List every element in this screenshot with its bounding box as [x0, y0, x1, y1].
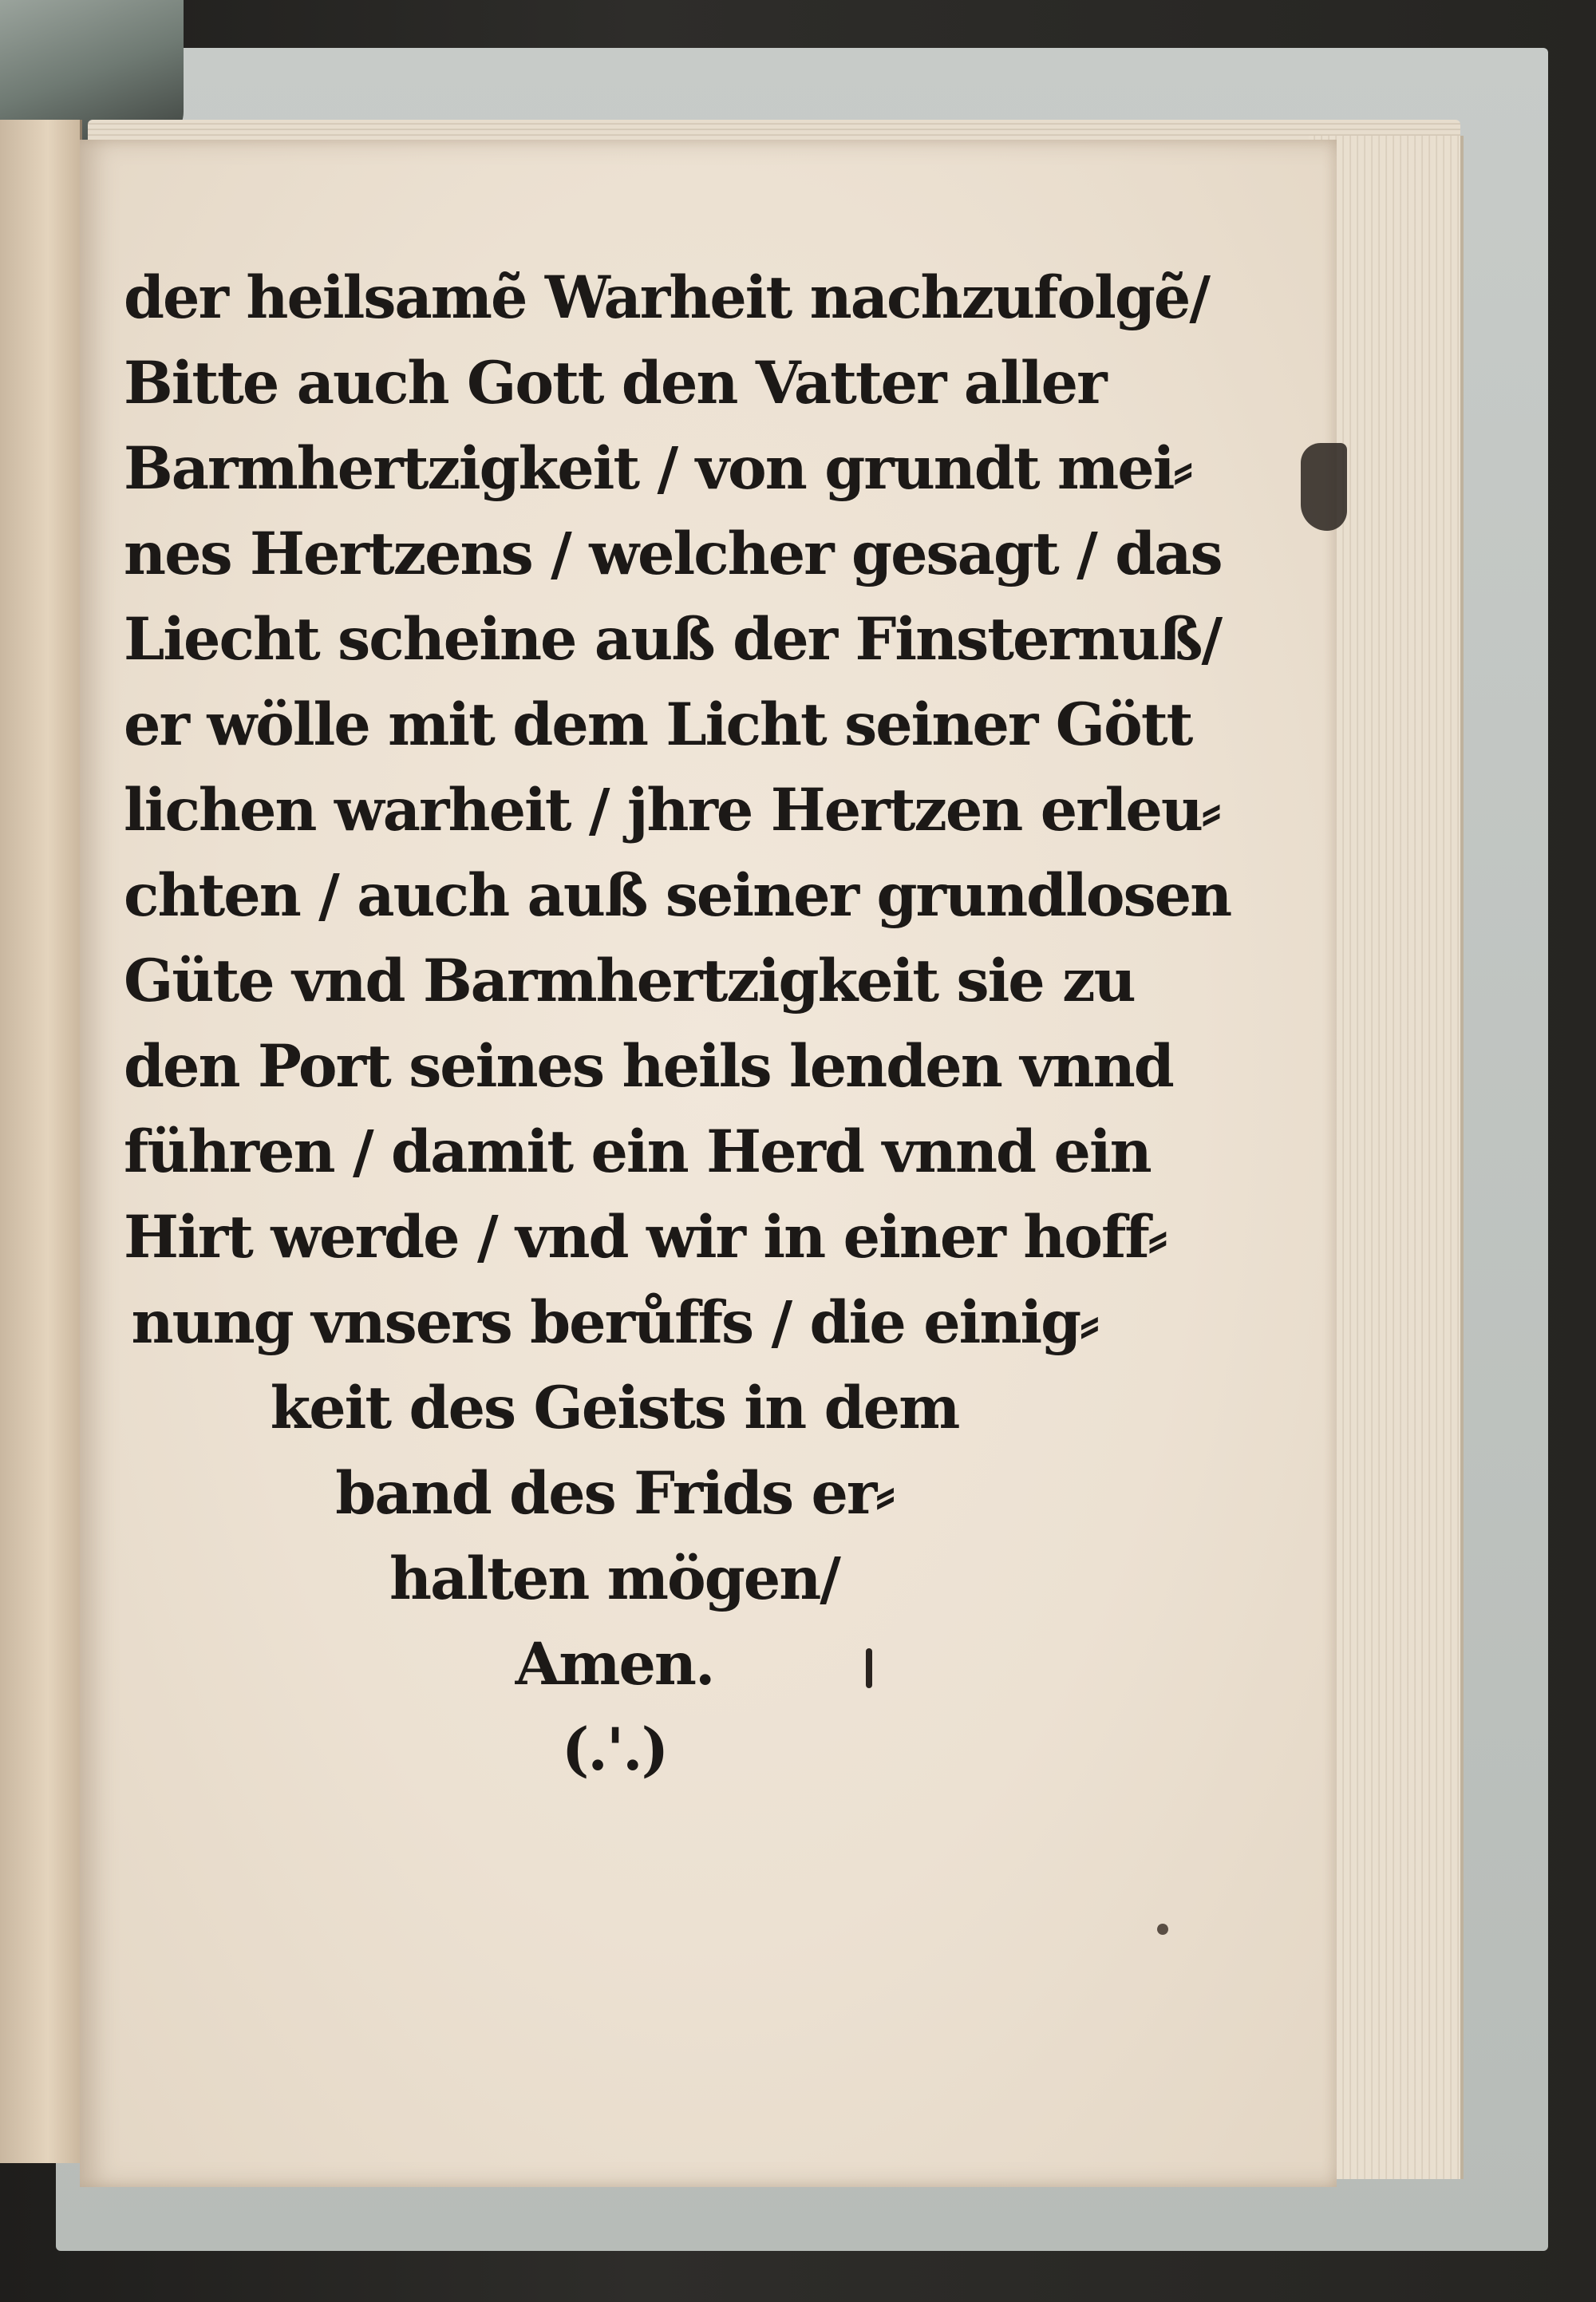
- ink-dot: [1157, 1924, 1168, 1935]
- text-line: keit des Geists in dem: [270, 1374, 959, 1442]
- text-line: Bitte auch Gott den Vatter aller: [124, 349, 1106, 417]
- text-line: den Port seines heils lenden vnnd: [124, 1032, 1173, 1101]
- text-line: nung vnsers berůffs / die einig⸗: [131, 1288, 1098, 1357]
- text-line: band des Frids er⸗: [335, 1459, 894, 1528]
- text-line: der heilsamẽ Warheit nachzufolgẽ/: [124, 263, 1210, 332]
- text-line: Güte vnd Barmhertzigkeit sie zu: [124, 947, 1135, 1015]
- left-page-edge: [0, 120, 82, 2163]
- text-line: er wölle mit dem Licht seiner Gött: [124, 690, 1192, 759]
- text-line: nes Hertzens / welcher gesagt / das: [124, 520, 1222, 588]
- ink-blot: [1301, 443, 1347, 531]
- text-line: führen / damit ein Herd vnnd ein: [124, 1117, 1151, 1186]
- text-line: Barmhertzigkeit / von grundt mei⸗: [124, 434, 1191, 503]
- text-line: chten / auch auß seiner grundlosen: [124, 861, 1231, 930]
- text-line: halten mögen/: [389, 1545, 839, 1613]
- end-ornament: (.'.): [561, 1715, 668, 1784]
- text-line: Hirt werde / vnd wir in einer hoff⸗: [124, 1203, 1167, 1272]
- text-line: lichen warheit / jhre Hertzen erleu⸗: [124, 776, 1220, 844]
- closing-word: Amen.: [515, 1630, 714, 1699]
- text-line: Liecht scheine auß der Finsternuß/: [124, 605, 1222, 674]
- page-text-block: [124, 255, 1231, 1793]
